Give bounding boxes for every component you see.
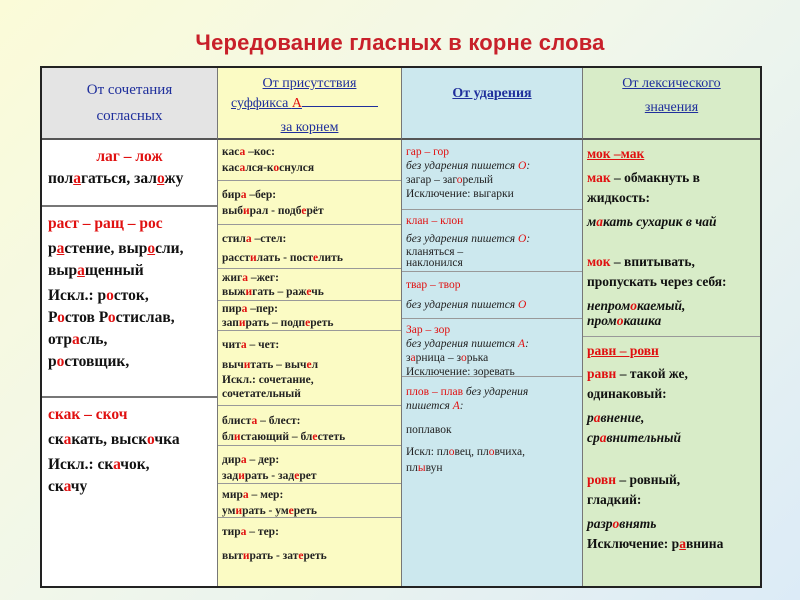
pair-example: блистающий – блестеть (222, 431, 346, 443)
root-meaning: жидкость: (587, 190, 651, 205)
pair-zhiga-zheg (218, 269, 401, 301)
root-plov-plav (402, 377, 582, 586)
pair-head: чита – чет: (222, 339, 280, 351)
rule-example: растение, выросли, (48, 240, 184, 257)
pair-dira-der (218, 446, 401, 484)
root-example: наклонился (406, 257, 463, 269)
root-example: зарница – зорька (406, 352, 489, 364)
pair-example: вытирать - затереть (222, 550, 327, 562)
rule-skak-skoch (42, 398, 217, 586)
root-example: макать сухарик в чай (587, 214, 717, 229)
column-stress (402, 140, 583, 586)
root-exception: Исключение: равнина (587, 536, 724, 551)
pair-pira-per (218, 301, 401, 331)
root-example: равнение, (587, 410, 645, 425)
rule-example: выращенный (48, 262, 144, 279)
pair-example: вычитать – вычел (222, 359, 319, 371)
root-gar-gor (402, 140, 582, 210)
rule-rast-rashch-ros (42, 207, 217, 398)
rule-example: скакать, выскочка (48, 431, 180, 448)
root-meaning: равн – такой же, (587, 366, 688, 381)
root-exception: Исключение: выгарки (406, 188, 514, 200)
header-text: От лексического (622, 76, 721, 91)
root-meaning: мок – впитывать, (587, 254, 695, 269)
header-text: От присутствия (262, 76, 357, 91)
root-exception: плывун (406, 462, 443, 474)
root-head: плов – плав без ударения (406, 386, 529, 398)
root-rule: без ударения пишется О: (406, 160, 531, 172)
rule-exception: скачу (48, 478, 88, 495)
pair-bira-ber (218, 181, 401, 225)
root-head: гар – гор (406, 146, 450, 158)
pair-example: задирать - задерет (222, 470, 317, 482)
page-title: Чередование гласных в корне слова (195, 30, 605, 55)
root-example: загар – загорелый (406, 174, 494, 186)
rule-head: скак – скоч (48, 406, 128, 423)
pair-example: касался-коснулся (222, 162, 315, 174)
pair-head: дира – дер: (222, 454, 280, 466)
rule-exception: Искл.: росток, (48, 287, 149, 304)
root-klan-klon (402, 210, 582, 272)
pair-tira-ter (218, 518, 401, 586)
root-meaning: мак – обмакнуть в (587, 170, 700, 185)
rule-lag-lozh (42, 140, 217, 207)
pair-head: блиста – блест: (222, 415, 301, 427)
pair-chita-chet (218, 331, 401, 406)
header-lexical (583, 68, 760, 140)
root-example: кланяться – (406, 246, 464, 258)
pair-example: выбирал - подберёт (222, 205, 324, 217)
root-example: непромокаемый, (587, 298, 686, 313)
root-head: клан – клон (406, 215, 464, 227)
header-text: за корнем (280, 120, 339, 135)
root-tvar-tvor (402, 272, 582, 319)
rule-exception: отрасль, (48, 331, 108, 348)
root-exception: Исключение: зоревать (406, 366, 515, 378)
column-consonants (42, 140, 218, 586)
rule-example: полагаться, заложу (48, 170, 184, 187)
header-text: От ударения (452, 86, 532, 101)
pair-exception: Искл.: сочетание, (222, 374, 314, 386)
pair-head: пира –пер: (222, 303, 278, 315)
header-text: значения (644, 100, 699, 115)
root-rule: без ударения пишется О: (406, 233, 531, 245)
column-lexical (583, 140, 760, 586)
pair-mira-mer (218, 484, 401, 518)
root-example: разровнять (587, 516, 657, 531)
header-text: согласных (96, 108, 163, 124)
header-stress (402, 68, 583, 140)
root-head: Зар – зор (406, 324, 451, 336)
root-rule: пишется А: (406, 400, 464, 412)
root-rule: без ударения пишется А: (406, 338, 529, 350)
pair-kasa-kos (218, 140, 401, 181)
root-head: твар – твор (406, 279, 461, 291)
header-text: От сочетания (86, 82, 173, 98)
root-rule: без ударения пишется О (406, 299, 527, 311)
root-example: сравнительный (587, 430, 681, 445)
root-example: поплавок (406, 424, 452, 436)
pair-head: каса –кос: (222, 146, 275, 158)
root-mok-mak (583, 140, 760, 337)
header-suffix (218, 68, 402, 140)
root-ravn-rovn (583, 337, 760, 586)
pair-example: расстилать - постелить (222, 252, 343, 264)
rule-head: раст – ращ – рос (48, 215, 163, 232)
pair-head: тира – тер: (222, 526, 279, 538)
pair-example: умирать - умереть (222, 505, 318, 517)
pair-head: жига –жег: (222, 272, 279, 284)
pair-example: запирать – подпереть (222, 317, 334, 329)
pair-blista-blest (218, 406, 401, 446)
rule-exception: ростовщик, (48, 353, 130, 370)
root-meaning: пропускать через себя: (587, 274, 727, 289)
pair-example: выжигать – ражечь (222, 286, 324, 298)
root-meaning: ровн – ровный, (587, 472, 681, 487)
root-head: равн – ровн (587, 343, 659, 358)
root-example: промокашка (587, 313, 662, 328)
pair-head: стила –стел: (222, 233, 287, 245)
root-meaning: гладкий: (587, 492, 642, 507)
pair-stila-stel (218, 225, 401, 269)
root-zar-zor (402, 319, 582, 377)
header-consonants (42, 68, 218, 140)
header-text: суффикса А (231, 94, 378, 114)
rule-exception: Ростов Ростислав, (48, 309, 175, 326)
pair-exception: сочетательный (222, 388, 301, 400)
column-suffix (218, 140, 402, 586)
pair-head: бира –бер: (222, 189, 277, 201)
rule-exception: Искл.: скачок, (48, 456, 150, 473)
root-meaning: одинаковый: (587, 386, 667, 401)
root-head: мок –мак (587, 146, 645, 161)
rule-head: лаг – лож (96, 148, 163, 165)
root-exception: Искл: пловец, пловчиха, (406, 446, 525, 458)
pair-head: мира – мер: (222, 489, 284, 501)
alternation-table (40, 66, 762, 588)
